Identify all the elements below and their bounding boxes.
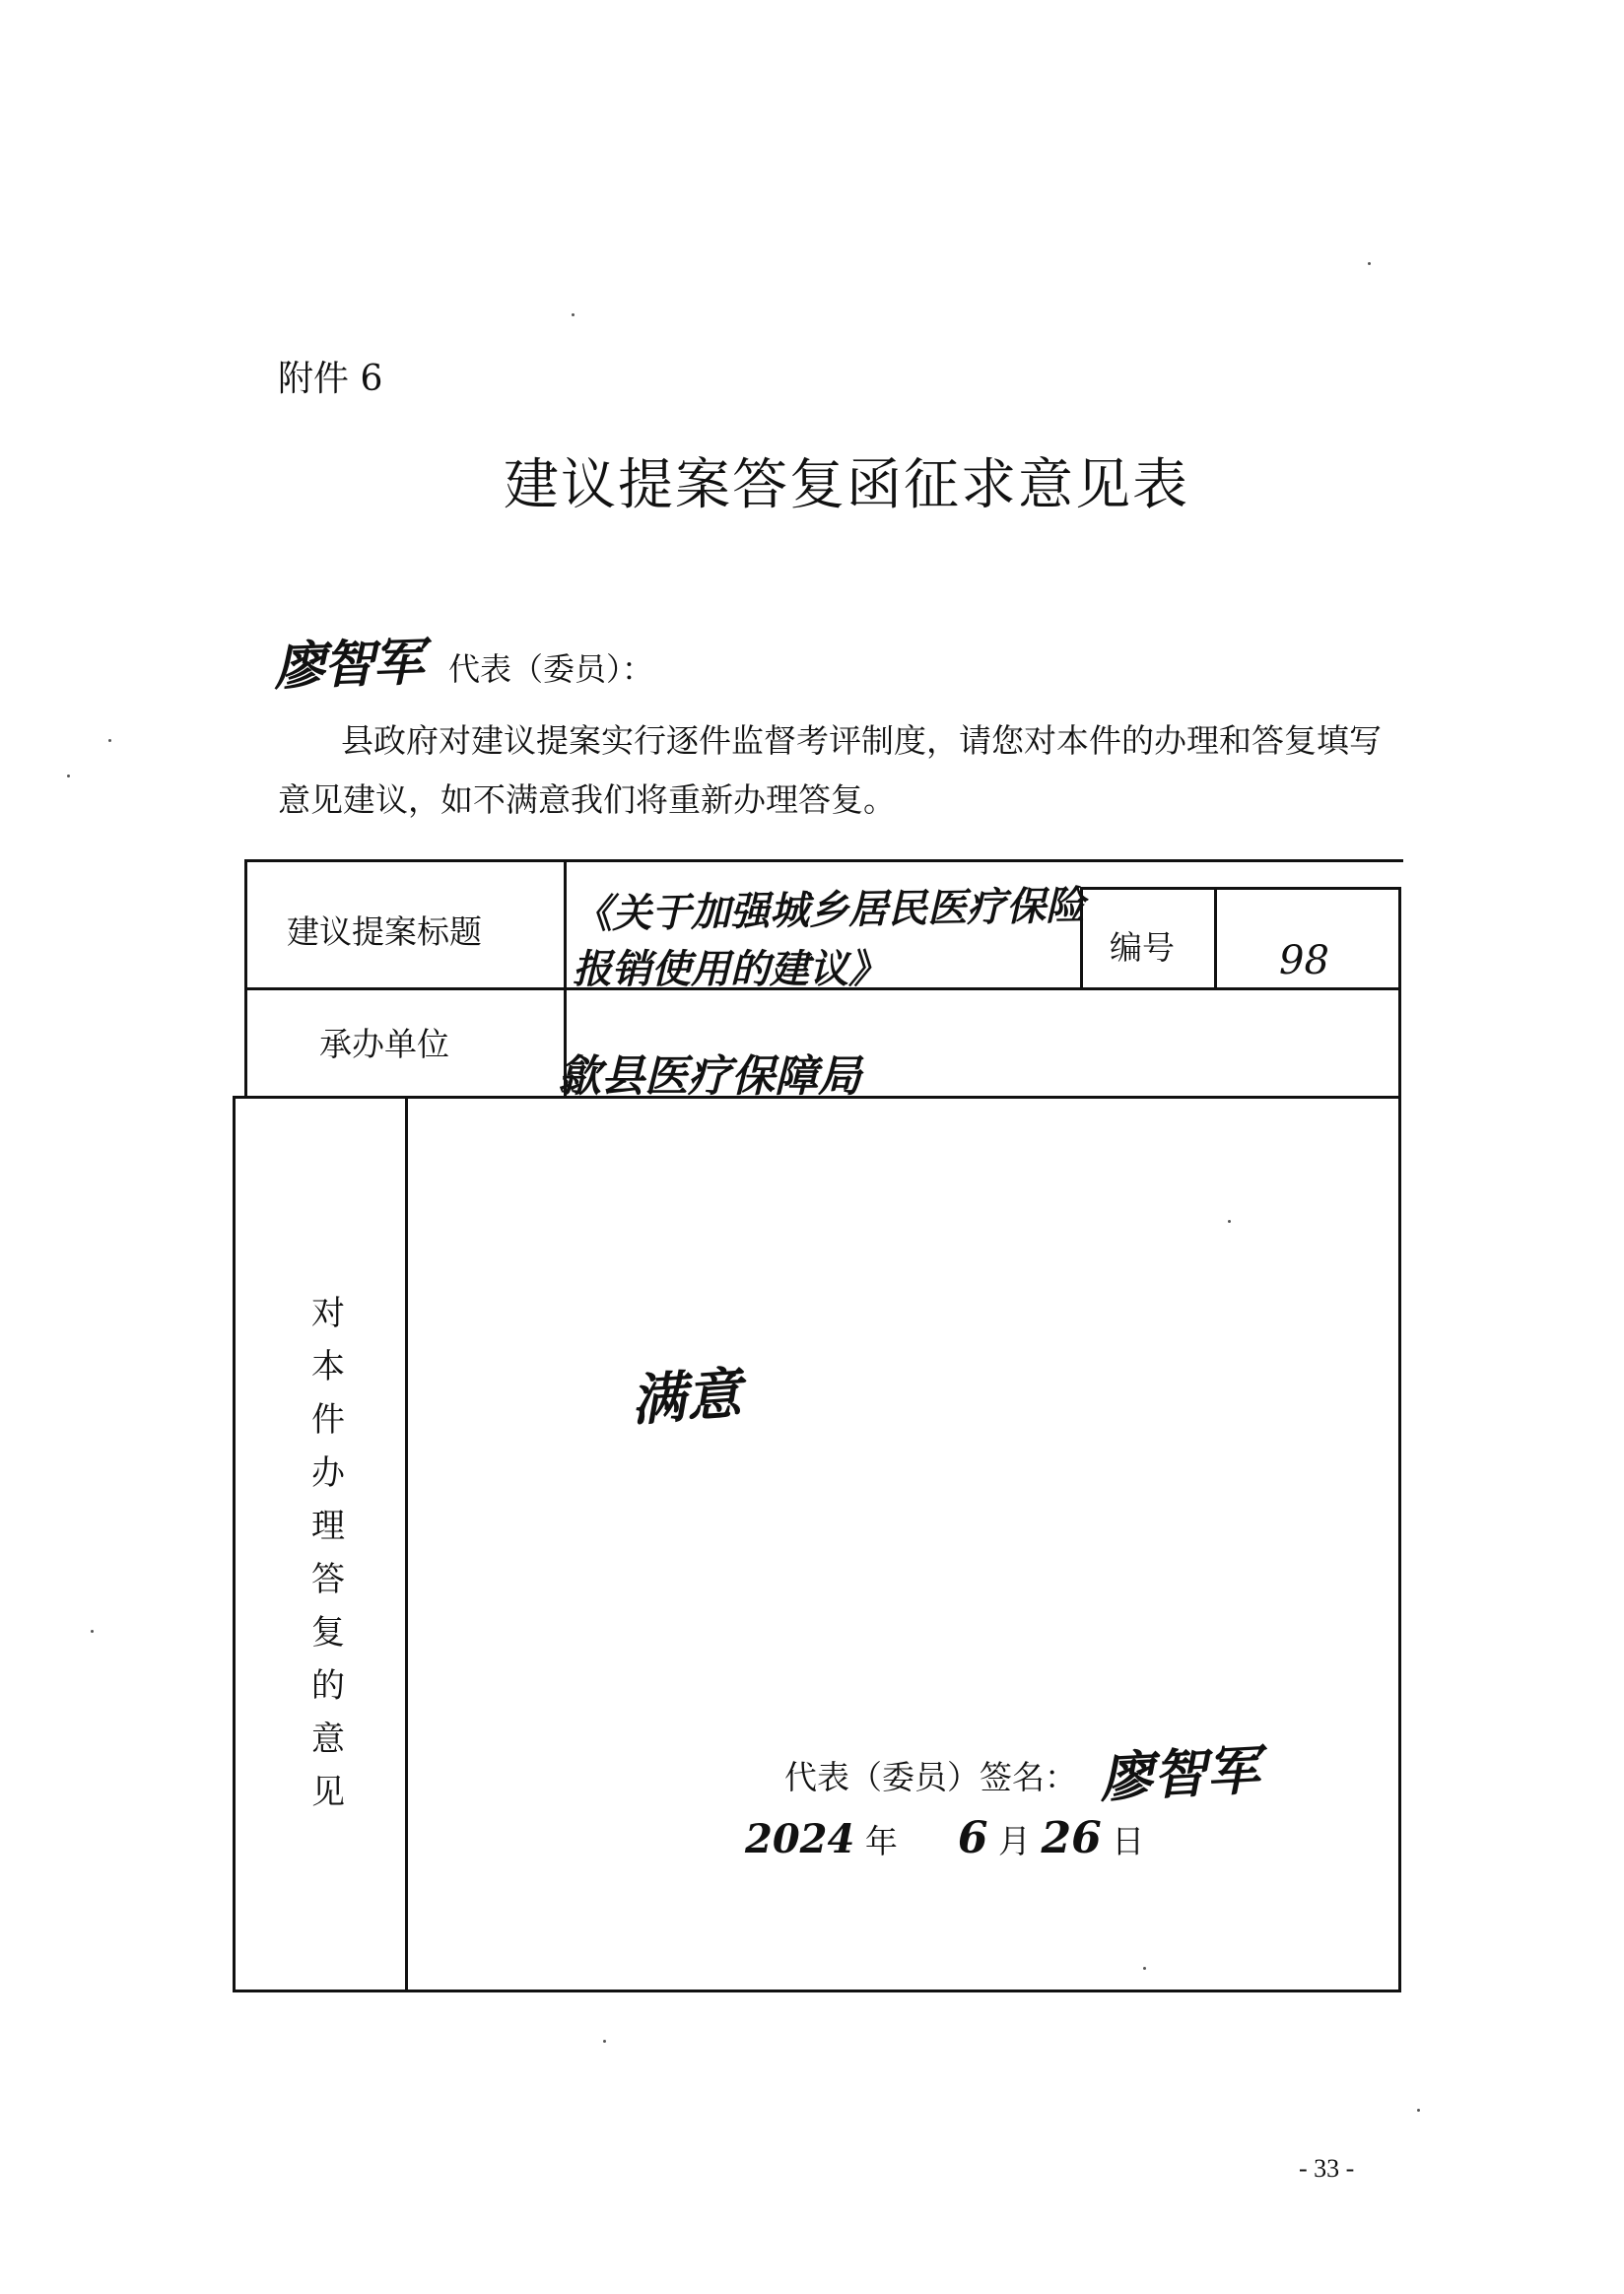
table-left-border-lower bbox=[233, 1096, 236, 1992]
signature-label: 代表（委员）签名： bbox=[784, 1758, 1077, 1796]
opinion-label-char: 件 bbox=[311, 1400, 345, 1440]
opinion-label-char: 答 bbox=[311, 1560, 345, 1599]
opinion-label-char: 本 bbox=[311, 1347, 345, 1386]
signing-date bbox=[745, 1813, 1144, 1863]
scan-speck bbox=[1143, 1967, 1146, 1970]
unit-label: 承办单位 bbox=[319, 1025, 449, 1063]
proposal-title-line2: 报销使用的建议》 bbox=[573, 946, 888, 992]
scan-speck bbox=[108, 739, 111, 742]
attachment-label: 附件 6 bbox=[278, 359, 383, 399]
col-separator-opinion bbox=[405, 1098, 408, 1990]
opinion-form-table bbox=[233, 859, 1401, 1992]
date-year-unit: 年 bbox=[864, 1822, 898, 1860]
representative-name-handwritten: 廖智军 bbox=[273, 632, 424, 698]
col-separator-number-value bbox=[1214, 887, 1217, 989]
date-day: 26 bbox=[1041, 1813, 1102, 1863]
scan-speck bbox=[67, 775, 70, 777]
signature-handwritten: 廖智军 bbox=[1098, 1737, 1261, 1810]
date-day-unit: 日 bbox=[1112, 1822, 1145, 1860]
opinion-label-char: 复 bbox=[311, 1613, 345, 1653]
number-value: 98 bbox=[1279, 938, 1329, 983]
number-label: 编号 bbox=[1110, 928, 1175, 967]
opinion-label-char: 对 bbox=[311, 1294, 345, 1333]
opinion-label-char: 见 bbox=[311, 1773, 345, 1812]
intro-paragraph: 县政府对建议提案实行逐件监督考评制度，请您对本件的办理和答复填写意见建议，如不满意我们将重新办理答复。 bbox=[278, 721, 1382, 819]
proposal-title-line1: 《关于加强城乡居民医疗保险 bbox=[572, 882, 1086, 938]
scan-speck bbox=[91, 1630, 94, 1633]
table-right-border bbox=[1398, 887, 1401, 1990]
scan-speck bbox=[1417, 2109, 1420, 2112]
unit-value: 歙县医疗保障局 bbox=[558, 1051, 861, 1102]
date-month: 6 bbox=[957, 1813, 988, 1863]
scan-speck bbox=[1228, 1220, 1231, 1223]
page-number: - 33 - bbox=[1299, 2154, 1355, 2183]
table-left-border-upper bbox=[244, 859, 247, 1096]
greeting-suffix: 代表（委员）： bbox=[448, 650, 654, 688]
document-title: 建议提案答复函征求意见表 bbox=[504, 453, 1189, 517]
proposal-title-label: 建议提案标题 bbox=[287, 912, 482, 951]
opinion-label-vertical bbox=[308, 1287, 348, 1819]
scan-speck bbox=[572, 313, 575, 316]
opinion-label-char: 意 bbox=[311, 1720, 345, 1759]
scan-speck bbox=[1368, 262, 1371, 265]
opinion-label-char: 的 bbox=[311, 1666, 345, 1706]
opinion-value-handwritten: 满意 bbox=[629, 1361, 744, 1434]
date-year: 2024 bbox=[745, 1816, 855, 1862]
opinion-label-char: 理 bbox=[311, 1507, 345, 1546]
opinion-label-char: 办 bbox=[311, 1453, 345, 1493]
scan-speck bbox=[603, 2040, 606, 2043]
date-month-unit: 月 bbox=[997, 1822, 1031, 1860]
number-top-border bbox=[1080, 887, 1401, 890]
table-top-border bbox=[244, 859, 1403, 862]
